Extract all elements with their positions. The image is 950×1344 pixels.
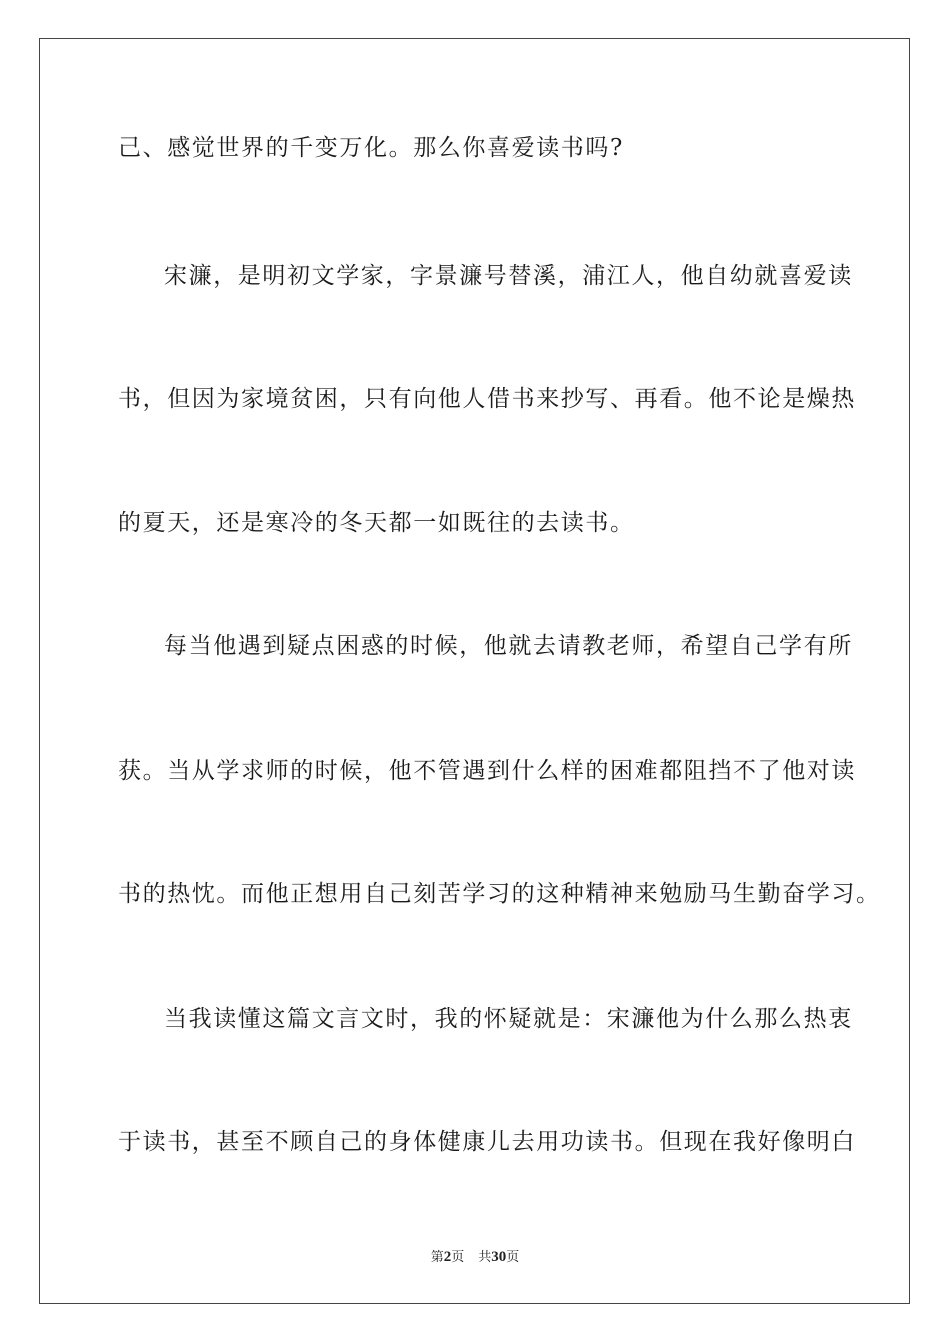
footer-page-prefix: 第 xyxy=(430,1250,444,1265)
body-line-3: 书，但因为家境贫困，只有向他人借书来抄写、再看。他不论是燥热 xyxy=(118,386,856,412)
body-line-1: 己、感觉世界的千变万化。那么你喜爱读书吗? xyxy=(118,135,624,161)
body-line-4: 的夏天，还是寒冷的冬天都一如既往的去读书。 xyxy=(118,510,635,536)
body-line-2: 宋濂，是明初文学家，字景濂号替溪，浦江人，他自幼就喜爱读 xyxy=(164,263,853,289)
body-line-6: 获。当从学求师的时候，他不管遇到什么样的困难都阻挡不了他对读 xyxy=(118,758,856,784)
footer-total-number: 30 xyxy=(491,1249,507,1265)
footer-page-number: 2 xyxy=(443,1249,452,1265)
page-border xyxy=(39,38,910,1304)
body-line-7: 书的热忱。而他正想用自己刻苦学习的这种精神来勉励马生勤奋学习。 xyxy=(118,881,881,907)
page-footer xyxy=(0,1246,950,1266)
footer-page-suffix: 页 xyxy=(451,1250,465,1265)
footer-total-suffix: 页 xyxy=(506,1250,520,1265)
body-line-9: 于读书，甚至不顾自己的身体健康儿去用功读书。但现在我好像明白 xyxy=(118,1129,856,1155)
body-line-5: 每当他遇到疑点困惑的时候，他就去请教老师，希望自己学有所 xyxy=(164,633,853,659)
body-line-8: 当我读懂这篇文言文时，我的怀疑就是：宋濂他为什么那么热衷 xyxy=(164,1006,853,1032)
footer-total-prefix: 共 xyxy=(478,1250,492,1265)
